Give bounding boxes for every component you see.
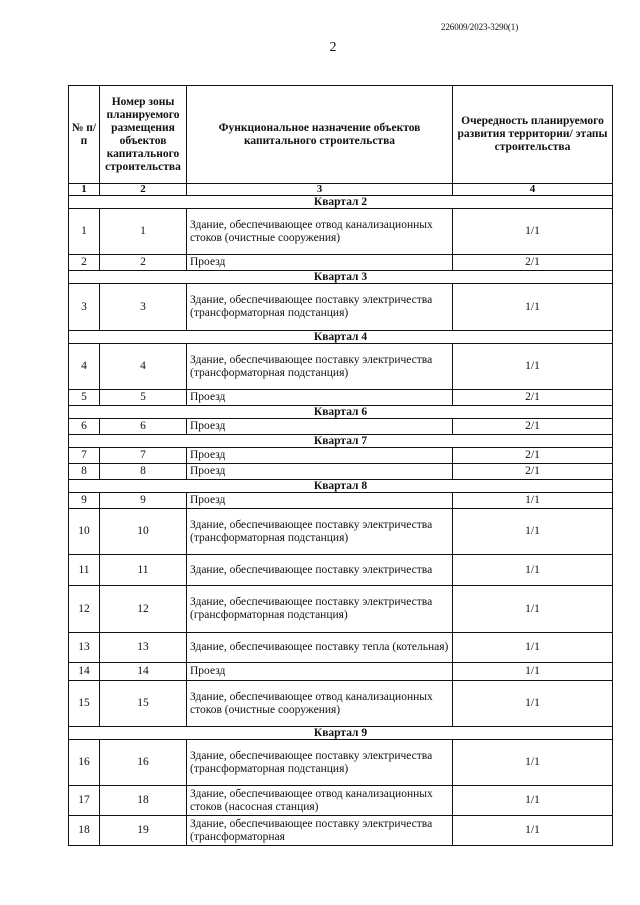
zone-number-cell: 5 [100,390,187,406]
functional-purpose-cell: Здание, обеспечивающее отвод канализационных стоков (очистные сооружения) [187,209,453,255]
section-title: Квартал 9 [69,727,613,740]
development-stage-cell: 1/1 [453,681,613,727]
table-row [69,344,613,390]
row-number-cell: 8 [69,464,100,480]
section-header-row [69,435,613,448]
header-zone-number: Номер зоны планируемого размещения объектов капитального строительства [100,86,187,184]
row-number-cell: 9 [69,493,100,509]
section-header-row [69,480,613,493]
section-title: Квартал 3 [69,271,613,284]
row-number-cell: 17 [69,786,100,816]
development-stage-cell: 1/1 [453,555,613,586]
table-body [69,196,613,846]
row-number-cell: 6 [69,419,100,435]
development-stage-cell: 2/1 [453,255,613,271]
table-row [69,555,613,586]
row-number-cell: 1 [69,209,100,255]
development-stage-cell: 1/1 [453,586,613,633]
zone-number-cell: 8 [100,464,187,480]
row-number-cell: 4 [69,344,100,390]
row-number-cell: 10 [69,509,100,555]
zone-number-cell: 15 [100,681,187,727]
table-row [69,681,613,727]
table-row [69,740,613,786]
functional-purpose-cell: Здание, обеспечивающее поставку электричества (трансформаторная подстанция) [187,509,453,555]
functional-purpose-cell: Проезд [187,448,453,464]
zone-number-cell: 1 [100,209,187,255]
zone-number-cell: 10 [100,509,187,555]
column-index: 3 [187,184,453,196]
zone-number-cell: 14 [100,663,187,681]
functional-purpose-cell: Проезд [187,255,453,271]
section-title: Квартал 2 [69,196,613,209]
row-number-cell: 16 [69,740,100,786]
column-index: 1 [69,184,100,196]
development-stage-cell: 1/1 [453,344,613,390]
section-header-row [69,196,613,209]
section-header-row [69,727,613,740]
zone-number-cell: 2 [100,255,187,271]
row-number-cell: 7 [69,448,100,464]
capital-construction-objects-table [68,85,613,846]
row-number-cell: 14 [69,663,100,681]
row-number-cell: 18 [69,816,100,846]
table-row [69,663,613,681]
development-stage-cell: 1/1 [453,786,613,816]
table-header-row [69,86,613,184]
row-number-cell: 11 [69,555,100,586]
functional-purpose-cell: Здание, обеспечивающее поставку тепла (котельная) [187,633,453,663]
table-row [69,419,613,435]
table-row [69,464,613,480]
column-index: 4 [453,184,613,196]
header-functional-purpose: Функциональное назначение объектов капитального строительства [187,86,453,184]
table-row [69,255,613,271]
header-row-number: № п/п [69,86,100,184]
column-index-row [69,184,613,196]
table-row [69,493,613,509]
row-number-cell: 3 [69,284,100,331]
development-stage-cell: 1/1 [453,509,613,555]
functional-purpose-cell: Проезд [187,493,453,509]
row-number-cell: 15 [69,681,100,727]
functional-purpose-cell: Проезд [187,663,453,681]
table-row [69,633,613,663]
row-number-cell: 12 [69,586,100,633]
functional-purpose-cell: Здание, обеспечивающее поставку электричества (трансформаторная подстанция) [187,284,453,331]
zone-number-cell: 7 [100,448,187,464]
zone-number-cell: 12 [100,586,187,633]
development-stage-cell: 1/1 [453,493,613,509]
development-stage-cell: 1/1 [453,816,613,846]
header-development-stage: Очередность планируемого развития территории/ этапы строительства [453,86,613,184]
section-header-row [69,271,613,284]
row-number-cell: 5 [69,390,100,406]
functional-purpose-cell: Здание, обеспечивающее поставку электричества (трансформаторная подстанция) [187,344,453,390]
functional-purpose-cell: Проезд [187,464,453,480]
table-row [69,284,613,331]
functional-purpose-cell: Здание, обеспечивающее отвод канализационных стоков (очистные сооружения) [187,681,453,727]
functional-purpose-cell: Здание, обеспечивающее поставку электричества (грансформаторная подстанция) [187,586,453,633]
functional-purpose-cell: Здание, обеспечивающее поставку электричества (трансформаторная [187,816,453,846]
zone-number-cell: 6 [100,419,187,435]
section-header-row [69,406,613,419]
zone-number-cell: 19 [100,816,187,846]
page-number: 2 [329,40,337,55]
zone-number-cell: 13 [100,633,187,663]
functional-purpose-cell: Проезд [187,390,453,406]
functional-purpose-cell: Здание, обеспечивающее поставку электричества (трансформаторная подстанция) [187,740,453,786]
table-row [69,786,613,816]
functional-purpose-cell: Проезд [187,419,453,435]
development-stage-cell: 1/1 [453,633,613,663]
development-stage-cell: 2/1 [453,464,613,480]
development-stage-cell: 1/1 [453,740,613,786]
table-row [69,390,613,406]
zone-number-cell: 9 [100,493,187,509]
section-header-row [69,331,613,344]
functional-purpose-cell: Здание, обеспечивающее поставку электричества [187,555,453,586]
zone-number-cell: 16 [100,740,187,786]
zone-number-cell: 3 [100,284,187,331]
section-title: Квартал 7 [69,435,613,448]
development-stage-cell: 2/1 [453,390,613,406]
development-stage-cell: 1/1 [453,663,613,681]
section-title: Квартал 8 [69,480,613,493]
table-row [69,509,613,555]
zone-number-cell: 4 [100,344,187,390]
table-row [69,816,613,846]
development-stage-cell: 2/1 [453,419,613,435]
development-stage-cell: 1/1 [453,284,613,331]
table-row [69,448,613,464]
column-index: 2 [100,184,187,196]
table-row [69,209,613,255]
table-row [69,586,613,633]
zone-number-cell: 11 [100,555,187,586]
row-number-cell: 2 [69,255,100,271]
development-stage-cell: 1/1 [453,209,613,255]
development-stage-cell: 2/1 [453,448,613,464]
document-registration-number: 226009/2023-3290(1) [441,22,519,32]
functional-purpose-cell: Здание, обеспечивающее отвод канализационных стоков (насосная станция) [187,786,453,816]
zone-number-cell: 18 [100,786,187,816]
section-title: Квартал 6 [69,406,613,419]
section-title: Квартал 4 [69,331,613,344]
row-number-cell: 13 [69,633,100,663]
